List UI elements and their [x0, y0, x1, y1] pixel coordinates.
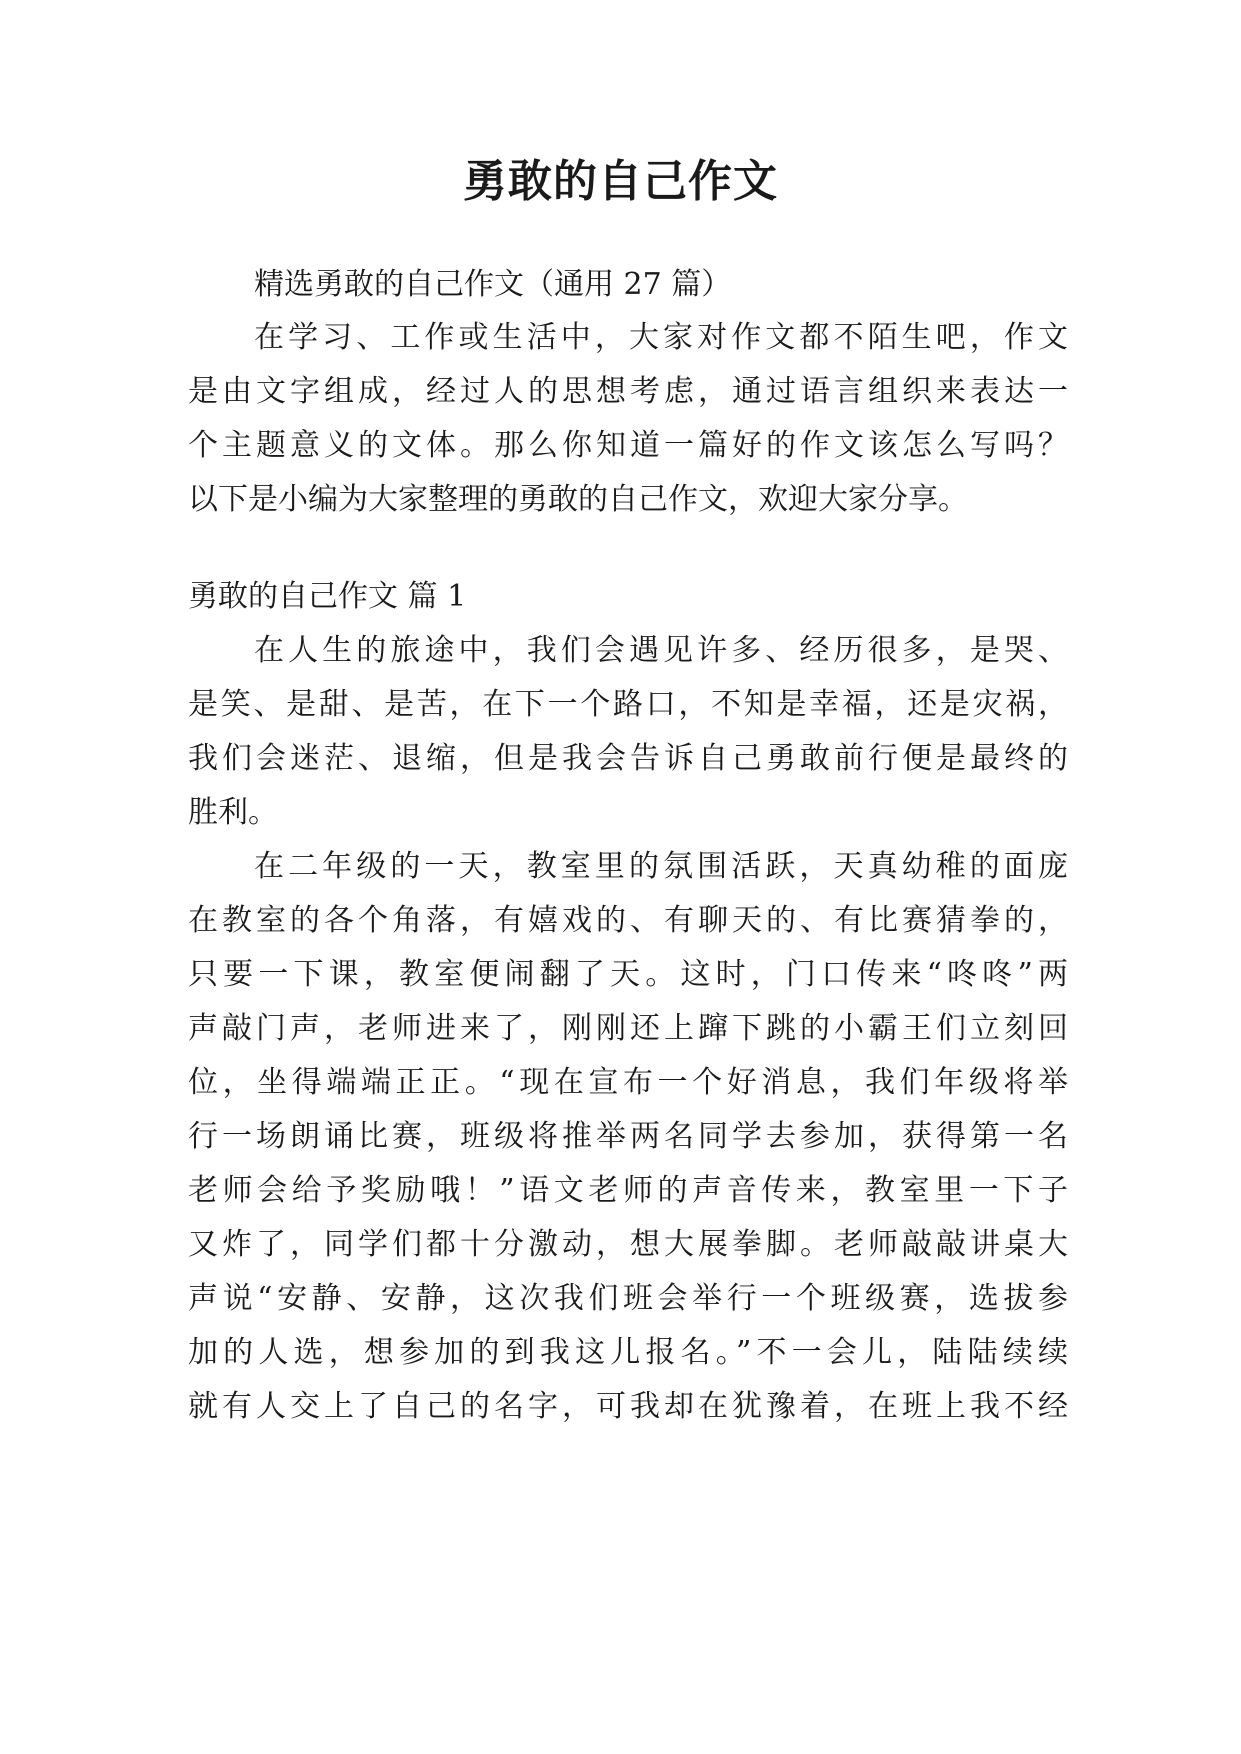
body-line: 又炸了，同学们都十分激动，想大展拳脚。老师敲敲讲桌大: [188, 1227, 1068, 1262]
body-line: 在二年级的一天，教室里的氛围活跃，天真幼稚的面庞: [254, 849, 1068, 884]
body-line: 就有人交上了自己的名字，可我却在犹豫着，在班上我不经: [188, 1389, 1068, 1424]
document-title: 勇敢的自己作文: [463, 156, 778, 207]
body-line: 胜利。: [188, 795, 278, 830]
section-heading: 勇敢的自己作文 篇 1: [188, 579, 467, 614]
intro-line: 是由文字组成，经过人的思想考虑，通过语言组织来表达一: [188, 374, 1068, 409]
body-line: 行一场朗诵比赛，班级将推举两名同学去参加，获得第一名: [188, 1119, 1068, 1154]
body-line: 声说“安静、安静，这次我们班会举行一个班级赛，选拔参: [188, 1281, 1068, 1316]
body-line: 我们会迷茫、退缩，但是我会告诉自己勇敢前行便是最终的: [188, 741, 1068, 776]
intro-line: 个主题意义的文体。那么你知道一篇好的作文该怎么写吗？: [188, 428, 1068, 463]
body-line: 老师会给予奖励哦！”语文老师的声音传来，教室里一下子: [188, 1173, 1068, 1208]
body-line: 在教室的各个角落，有嬉戏的、有聊天的、有比赛猜拳的，: [188, 903, 1068, 938]
intro-line: 在学习、工作或生活中，大家对作文都不陌生吧，作文: [254, 320, 1068, 355]
intro-line: 以下是小编为大家整理的勇敢的自己作文，欢迎大家分享。: [188, 482, 968, 517]
body-line: 加的人选，想参加的到我这儿报名。”不一会儿，陆陆续续: [188, 1335, 1068, 1370]
body-line: 只要一下课，教室便闹翻了天。这时，门口传来“咚咚”两: [188, 957, 1068, 992]
body-line: 在人生的旅途中，我们会遇见许多、经历很多，是哭、: [254, 633, 1068, 668]
body-line: 是笑、是甜、是苦，在下一个路口，不知是幸福，还是灾祸，: [188, 687, 1068, 722]
body-line: 位，坐得端端正正。“现在宣布一个好消息，我们年级将举: [188, 1065, 1068, 1100]
body-line: 声敲门声，老师进来了，刚刚还上蹿下跳的小霸王们立刻回: [188, 1011, 1068, 1046]
subtitle-line: 精选勇敢的自己作文（通用 27 篇）: [254, 267, 732, 302]
